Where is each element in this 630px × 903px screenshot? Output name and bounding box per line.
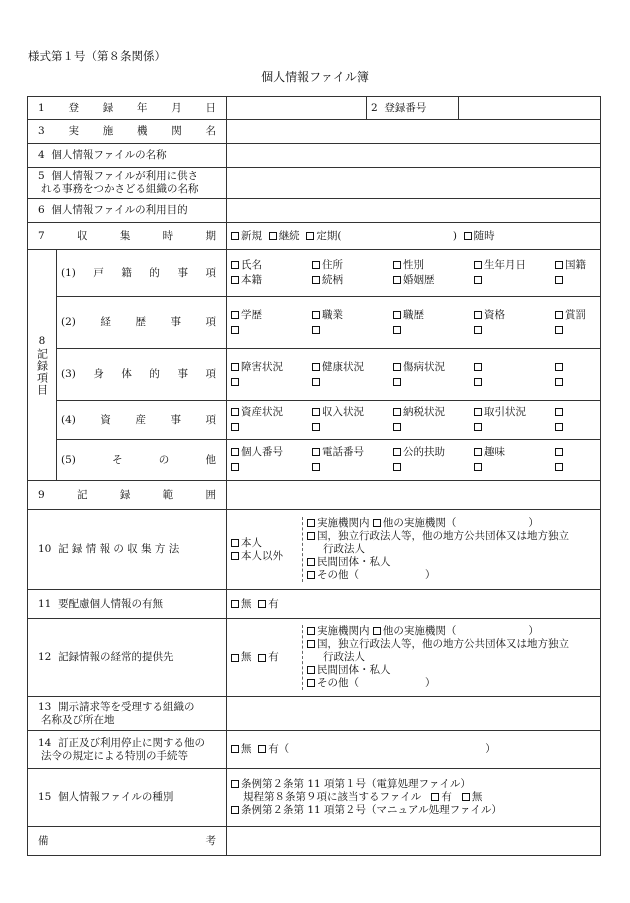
checkbox[interactable]	[555, 261, 563, 269]
row-record-items-3: (3) 身 体 的 事 項 障害状況 健康状況 傷病状況	[28, 349, 601, 401]
remarks-label: 備	[38, 834, 49, 847]
checkbox[interactable]	[231, 311, 239, 319]
checkbox[interactable]	[307, 640, 315, 648]
checkbox[interactable]	[474, 378, 482, 386]
checkbox[interactable]	[312, 448, 320, 456]
organization-field[interactable]	[227, 168, 601, 199]
checkbox[interactable]	[393, 261, 401, 269]
registration-date-field[interactable]	[227, 97, 367, 120]
checkbox[interactable]	[312, 463, 320, 471]
checkbox[interactable]	[555, 463, 563, 471]
checkbox[interactable]	[312, 261, 320, 269]
checkbox[interactable]	[307, 558, 315, 566]
checkbox[interactable]	[474, 463, 482, 471]
checkbox[interactable]	[393, 448, 401, 456]
checkbox[interactable]	[258, 600, 266, 608]
checkbox[interactable]	[306, 232, 314, 240]
checkbox[interactable]	[474, 261, 482, 269]
row-registration-date: 1 登 録 年 月 日 2 登録番号	[28, 97, 601, 120]
checkbox[interactable]	[393, 326, 401, 334]
registration-number-label: 登録番号	[384, 101, 427, 114]
checkbox[interactable]	[231, 552, 239, 560]
checkbox[interactable]	[307, 627, 315, 635]
checkbox[interactable]	[474, 423, 482, 431]
row-record-scope: 9 記 録 範 囲	[28, 481, 601, 510]
row-record-items-5: (5) そ の 他 個人番号 電話番号 公的扶助 趣味	[28, 440, 601, 481]
checkbox[interactable]	[231, 276, 239, 284]
checkbox[interactable]	[393, 378, 401, 386]
checkbox[interactable]	[474, 326, 482, 334]
row-collection-period: 7 収 集 時 期 新規 継続 定期( ) 随時	[28, 223, 601, 250]
checkbox[interactable]	[312, 408, 320, 416]
purpose-field[interactable]	[227, 199, 601, 223]
checkbox[interactable]	[555, 423, 563, 431]
checkbox[interactable]	[269, 232, 277, 240]
checkbox[interactable]	[307, 519, 315, 527]
row-agency-name: 3 実 施 機 関 名	[28, 120, 601, 144]
checkbox[interactable]	[555, 408, 563, 416]
row-file-name: 4 個人情報ファイルの名称	[28, 144, 601, 168]
checkbox[interactable]	[393, 463, 401, 471]
checkbox[interactable]	[307, 532, 315, 540]
checkbox[interactable]	[258, 654, 266, 662]
checkbox[interactable]	[231, 745, 239, 753]
items-grid: 資産状況 収入状況 納税状況 取引状況	[231, 406, 596, 434]
row-record-items-4: (4) 資 産 事 項 資産状況 収入状況 納税状況 取引状況	[28, 401, 601, 440]
checkbox[interactable]	[231, 261, 239, 269]
page-title: 個人情報ファイル簿	[261, 70, 369, 84]
checkbox[interactable]	[307, 666, 315, 674]
checkbox[interactable]	[231, 378, 239, 386]
checkbox[interactable]	[555, 363, 563, 371]
checkbox[interactable]	[474, 311, 482, 319]
checkbox[interactable]	[474, 448, 482, 456]
checkbox[interactable]	[231, 780, 239, 788]
checkbox[interactable]	[393, 408, 401, 416]
items-grid: 学歴 職業 職歴 資格 賞罰	[231, 309, 596, 337]
checkbox[interactable]	[231, 423, 239, 431]
record-scope-field[interactable]	[227, 481, 601, 510]
checkbox[interactable]	[231, 539, 239, 547]
checkbox[interactable]	[312, 326, 320, 334]
checkbox[interactable]	[307, 571, 315, 579]
checkbox[interactable]	[393, 276, 401, 284]
row-record-items-2: (2) 経 歴 事 項 学歴 職業 職歴 資格 賞罰	[28, 297, 601, 349]
checkbox[interactable]	[474, 363, 482, 371]
checkbox[interactable]	[231, 232, 239, 240]
row-remarks: 備 考	[28, 827, 601, 856]
row-collection-method: 10 記 録 情 報 の 収 集 方 法 本人 本人以外 実施機関内 他の実施機関（ ） 国，独立行政法人等，他の地方公共団体又は地方独立 行政法人 民間団体・私人 その他（ ）	[28, 510, 601, 590]
items-grid: 障害状況 健康状況 傷病状況	[231, 361, 596, 389]
checkbox[interactable]	[231, 806, 239, 814]
row-file-type: 15 個人情報ファイルの種別 条例第２条第 11 項第１号（電算処理ファイル） 規程第８条第９項に該当するファイル 有 無 条例第２条第 11 項第２号（マニュアル処理ファイル）	[28, 769, 601, 827]
row-organization: 5 個人情報ファイルが利用に供さ れる事務をつかさどる組織の名称	[28, 168, 601, 199]
checkbox[interactable]	[312, 276, 320, 284]
row-disclosure-organization: 13 開示請求等を受理する組織の 名称及び所在地	[28, 697, 601, 731]
checkbox[interactable]	[231, 363, 239, 371]
disclosure-organization-field[interactable]	[227, 697, 601, 731]
checkbox[interactable]	[307, 679, 315, 687]
checkbox[interactable]	[312, 423, 320, 431]
checkbox[interactable]	[555, 276, 563, 284]
checkbox[interactable]	[231, 448, 239, 456]
checkbox[interactable]	[474, 276, 482, 284]
checkbox[interactable]	[231, 408, 239, 416]
checkbox[interactable]	[231, 654, 239, 662]
checkbox[interactable]	[462, 793, 470, 801]
checkbox[interactable]	[474, 408, 482, 416]
remarks-field[interactable]	[227, 827, 601, 856]
file-register-table	[27, 96, 601, 856]
items-grid: 氏名 住所 性別 生年月日 国籍 本籍 続柄 婚姻歴	[231, 259, 596, 287]
checkbox[interactable]	[555, 326, 563, 334]
checkbox[interactable]	[464, 232, 472, 240]
items-grid: 個人番号 電話番号 公的扶助 趣味	[231, 446, 596, 474]
file-name-field[interactable]	[227, 144, 601, 168]
row-sensitive-info: 11 要配慮個人情報の有無 無 有	[28, 590, 601, 619]
checkbox[interactable]	[312, 363, 320, 371]
checkbox[interactable]	[231, 463, 239, 471]
registration-number-field[interactable]	[459, 97, 601, 120]
checkbox[interactable]	[312, 378, 320, 386]
checkbox[interactable]	[555, 311, 563, 319]
checkbox[interactable]	[373, 627, 381, 635]
checkbox[interactable]	[393, 311, 401, 319]
checkbox[interactable]	[231, 326, 239, 334]
checkbox[interactable]	[393, 423, 401, 431]
checkbox[interactable]	[393, 363, 401, 371]
checkbox[interactable]	[312, 311, 320, 319]
checkbox[interactable]	[555, 378, 563, 386]
form-number: 様式第１号（第８条関係）	[28, 49, 166, 63]
checkbox[interactable]	[431, 793, 439, 801]
row-record-items-1: 8 記録項目 (1) 戸 籍 的 事 項 氏名 住所 性別 生年月日 国籍 本籍 続柄 婚姻歴	[28, 250, 601, 297]
row-special-procedures: 14 訂正及び利用停止に関する他の 法令の規定による特別の手続等 無 有（ ）	[28, 731, 601, 769]
checkbox[interactable]	[373, 519, 381, 527]
agency-name-field[interactable]	[227, 120, 601, 144]
row-purpose: 6 個人情報ファイルの利用目的	[28, 199, 601, 223]
row-regular-recipients: 12 記録情報の経常的提供先 無 有 実施機関内 他の実施機関（ ） 国，独立行政法人等，他の地方公共団体又は地方独立 行政法人 民間団体・私人 その他（ ）	[28, 619, 601, 697]
checkbox[interactable]	[231, 600, 239, 608]
record-items-label: 記録項目	[35, 347, 49, 396]
checkbox[interactable]	[555, 448, 563, 456]
checkbox[interactable]	[258, 745, 266, 753]
